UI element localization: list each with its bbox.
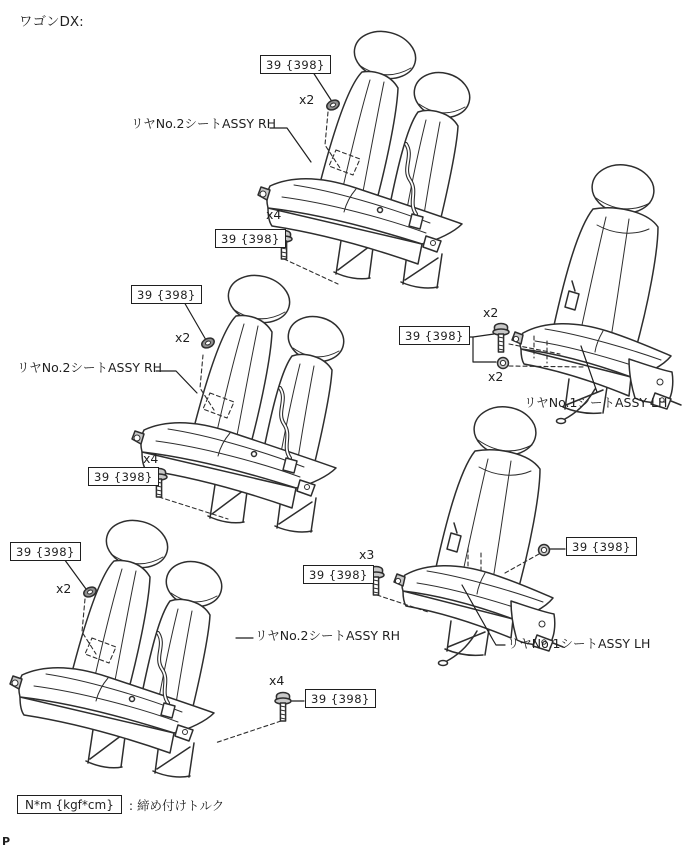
torque-spec-box: 39 {398} (305, 689, 376, 708)
torque-spec-box: 39 {398} (260, 55, 331, 74)
seat-assy-label-bench-bottom: リヤNo.2シートASSY RH (255, 628, 401, 643)
single-seat-illustration-middle-right (512, 161, 681, 424)
torque-legend-note: : 締め付けトルク (128, 797, 225, 813)
clip-nut-icon (325, 98, 341, 112)
torque-spec-box: 39 {398} (131, 285, 202, 304)
torque-spec-box: 39 {398} (215, 229, 286, 248)
clip-nut-icon (200, 336, 216, 350)
fastener-qty-label: x4 (269, 673, 285, 688)
torque-legend (17, 795, 224, 814)
single-seat-illustration-bottom-right (394, 403, 563, 666)
bolt-icon (275, 693, 291, 722)
seat-assy-label-bench-top: リヤNo.2シートASSY RH (131, 116, 277, 131)
torque-spec-box: 39 {398} (566, 537, 637, 556)
fastener-qty-label: x2 (488, 369, 504, 384)
torque-spec-box: 39 {398} (303, 565, 374, 584)
nut-icon (498, 358, 509, 369)
fastener-qty-label: x4 (266, 207, 282, 222)
nut-icon (539, 545, 550, 556)
bench-seat-illustration-middle (132, 269, 348, 532)
page-corner-mark: P (2, 835, 11, 848)
torque-spec-box: 39 {398} (88, 467, 159, 486)
bolt-icon (493, 324, 509, 353)
torque-spec-box: 39 {398} (399, 326, 470, 345)
seat-assy-label-single-bottom: リヤNo.1シートASSY LH (507, 636, 651, 651)
fastener-qty-label: x4 (143, 451, 159, 466)
torque-unit-box: N*m {kgf*cm} (17, 795, 122, 814)
fastener-qty-label: x2 (56, 581, 72, 596)
fastener-qty-label: x3 (359, 547, 375, 562)
seat-assy-label-bench-middle: リヤNo.2シートASSY RH (17, 360, 163, 375)
fastener-qty-label: x2 (299, 92, 315, 107)
fastener-qty-label: x2 (483, 305, 499, 320)
page-title: ワゴンDX: (19, 14, 84, 30)
seat-assy-label-single-middle: リヤNo.1シートASSY LH (524, 395, 668, 410)
torque-spec-box: 39 {398} (10, 542, 81, 561)
fastener-qty-label: x2 (175, 330, 191, 345)
